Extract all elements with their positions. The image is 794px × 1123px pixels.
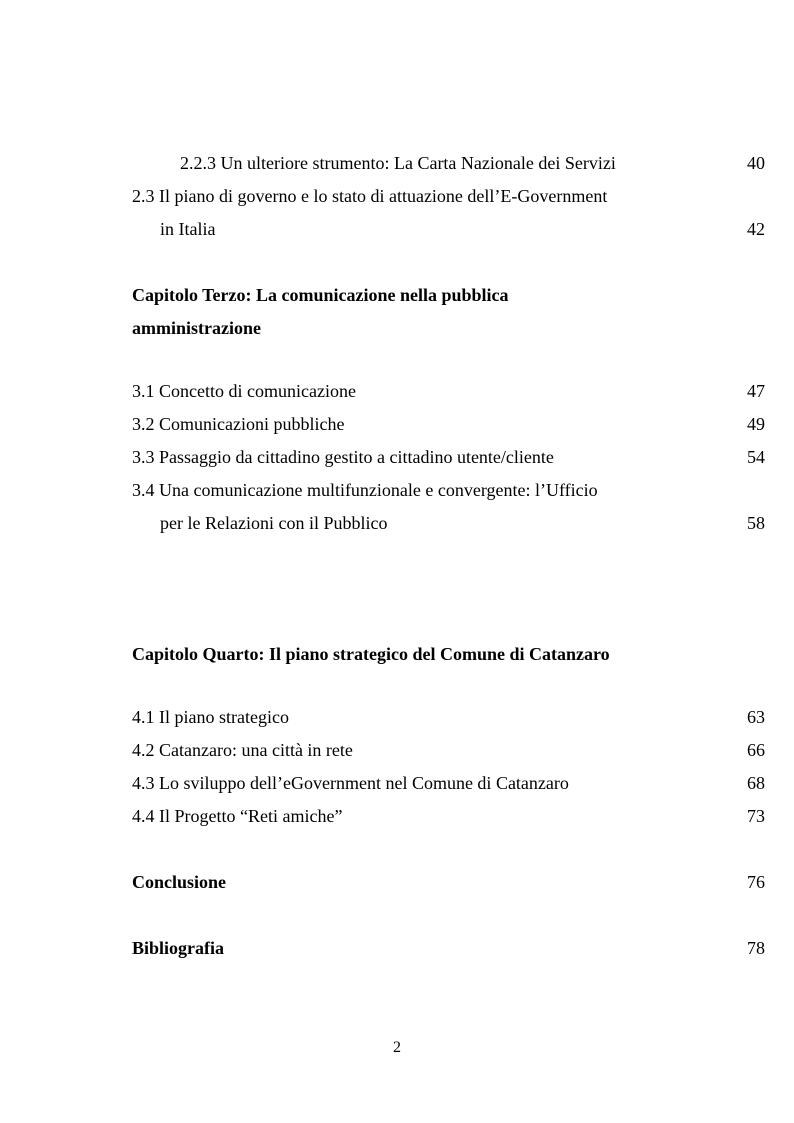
toc-entry-4-3 <box>132 770 765 796</box>
toc-entry-page: 76 <box>747 872 765 892</box>
toc-entry-title: 2.3 Il piano di governo e lo stato di attuazione dell’E-Government <box>132 186 608 206</box>
toc-entry-page: 63 <box>747 707 765 727</box>
toc-entry-page: 66 <box>747 740 765 760</box>
toc-entry-title: 3.3 Passaggio da cittadino gestito a cittadino utente/cliente <box>132 447 554 467</box>
toc-entry-page: 54 <box>747 447 765 467</box>
toc-entry-bibliography <box>132 935 765 961</box>
chapter-3-heading <box>132 282 765 308</box>
toc-entry-title: Conclusione <box>132 872 227 892</box>
toc-entry-title: 4.2 Catanzaro: una città in rete <box>132 740 353 760</box>
toc-entry-4-1 <box>132 704 765 730</box>
toc-entry-title: 3.2 Comunicazioni pubbliche <box>132 414 345 434</box>
toc-entry-2-3-continued <box>160 216 765 242</box>
toc-entry-page: 47 <box>747 381 765 401</box>
toc-entry-page: 73 <box>747 806 765 826</box>
toc-entry-2-3 <box>132 183 765 209</box>
toc-entry-title: 3.4 Una comunicazione multifunzionale e convergente: l’Ufficio <box>132 480 598 500</box>
toc-entry-page: 68 <box>747 773 765 793</box>
toc-entry-title: 4.4 Il Progetto “Reti amiche” <box>132 806 343 826</box>
toc-entry-2-2-3 <box>180 150 765 176</box>
toc-entry-title: in Italia <box>160 219 216 239</box>
toc-entry-3-3 <box>132 444 765 470</box>
toc-entry-title: Bibliografia <box>132 938 225 958</box>
toc-entry-4-2 <box>132 737 765 763</box>
toc-entry-3-4-continued <box>160 510 765 536</box>
toc-entry-title: 4.1 Il piano strategico <box>132 707 289 727</box>
page-number: 2 <box>393 1039 401 1056</box>
toc-entry-page: 58 <box>747 513 765 533</box>
chapter-title: Capitolo Terzo: La comunicazione nella pubblica <box>132 285 509 305</box>
chapter-title: Capitolo Quarto: Il piano strategico del Comune di Catanzaro <box>132 644 610 664</box>
toc-entry-3-1 <box>132 378 765 404</box>
toc-entry-4-4 <box>132 803 765 829</box>
toc-entry-page: 40 <box>747 153 765 173</box>
toc-entry-title: 2.2.3 Un ulteriore strumento: La Carta Nazionale dei Servizi <box>180 153 616 173</box>
toc-entry-title: per le Relazioni con il Pubblico <box>160 513 388 533</box>
toc-entry-page: 42 <box>747 219 765 239</box>
toc-entry-page: 78 <box>747 938 765 958</box>
toc-entry-title: 3.1 Concetto di comunicazione <box>132 381 356 401</box>
chapter-4-heading <box>132 641 765 667</box>
chapter-title: amministrazione <box>132 318 261 338</box>
toc-entry-conclusion <box>132 869 765 895</box>
toc-entry-title: 4.3 Lo sviluppo dell’eGovernment nel Comune di Catanzaro <box>132 773 569 793</box>
chapter-3-heading-continued <box>132 315 765 341</box>
toc-entry-page: 49 <box>747 414 765 434</box>
toc-entry-3-2 <box>132 411 765 437</box>
toc-entry-3-4 <box>132 477 765 503</box>
